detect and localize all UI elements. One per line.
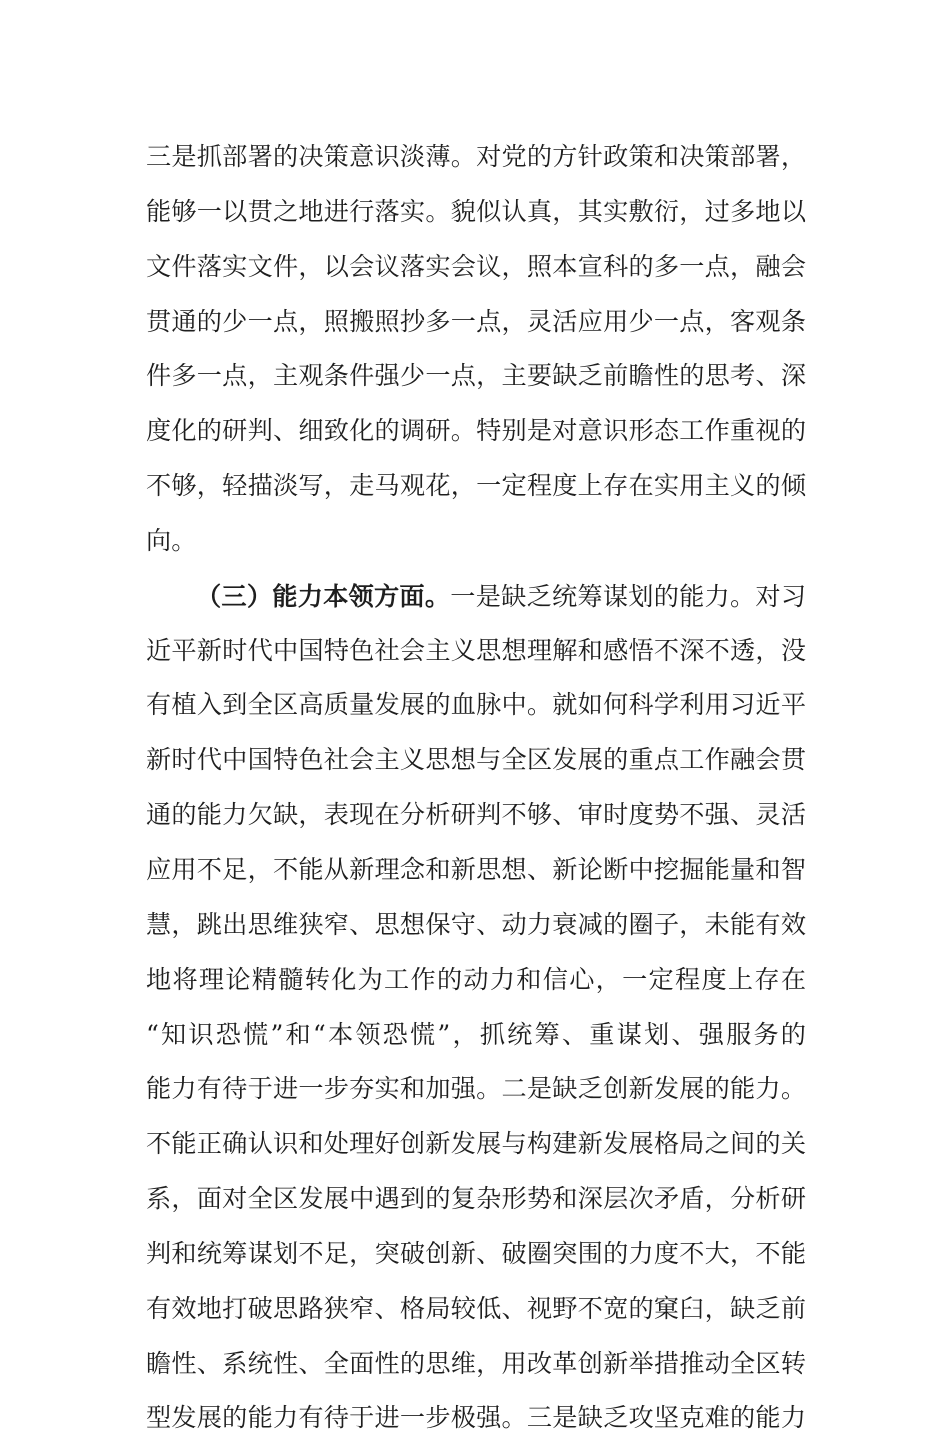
text-line: 系，面对全区发展中遇到的复杂形势和深层次矛盾，分析研 <box>146 1184 806 1214</box>
text-line: 不能正确认识和处理好创新发展与构建新发展格局之间的关 <box>146 1129 806 1159</box>
text-line: 度化的研判、细致化的调研。特别是对意识形态工作重视的 <box>146 416 806 446</box>
text-line: 不够，轻描淡写，走马观花，一定程度上存在实用主义的倾 <box>146 471 806 501</box>
text-line: 判和统筹谋划不足，突破创新、破圈突围的力度不大，不能 <box>146 1238 806 1268</box>
text-line: 贯通的少一点，照搬照抄多一点，灵活应用少一点，客观条 <box>146 306 806 336</box>
text-line: 能够一以贯之地进行落实。貌似认真，其实敷衍，过多地以 <box>146 196 806 226</box>
text-line: 新时代中国特色社会主义思想与全区发展的重点工作融会贯 <box>146 745 806 775</box>
text-line: 型发展的能力有待于进一步极强。三是缺乏攻坚克难的能力 <box>146 1403 806 1433</box>
text-line: 三是抓部署的决策意识淡薄。对党的方针政策和决策部署， <box>146 142 806 171</box>
text-line: 应用不足，不能从新理念和新思想、新论断中挖掘能量和智 <box>146 854 806 884</box>
text-line: 地将理论精髓转化为工作的动力和信心，一定程度上存在 <box>146 964 806 994</box>
section-heading: （三）能力本领方面。 <box>196 580 451 611</box>
text-line: 有效地打破思路狭窄、格局较低、视野不宽的窠臼，缺乏前 <box>146 1293 806 1323</box>
text-run: 一是缺乏统筹谋划的能力。对习 <box>450 581 807 611</box>
body-text <box>146 130 806 1446</box>
paragraph-first-line <box>146 569 806 624</box>
text-line: 向。 <box>146 525 197 555</box>
text-line: 近平新时代中国特色社会主义思想理解和感悟不深不透，没 <box>146 635 806 665</box>
text-line: “知识恐慌”和“本领恐慌”，抓统筹、重谋划、强服务的 <box>146 1019 806 1049</box>
text-line: 能力有待于进一步夯实和加强。二是缺乏创新发展的能力。 <box>146 1074 806 1104</box>
text-line: 文件落实文件，以会议落实会议，照本宣科的多一点，融会 <box>146 251 806 281</box>
text-line: 通的能力欠缺，表现在分析研判不够、审时度势不强、灵活 <box>146 800 806 830</box>
text-line: 瞻性、系统性、全面性的思维，用改革创新举措推动全区转 <box>146 1348 806 1378</box>
text-line: 件多一点，主观条件强少一点，主要缺乏前瞻性的思考、深 <box>146 361 806 391</box>
text-line: 慧，跳出思维狭窄、思想保守、动力衰减的圈子，未能有效 <box>146 909 806 939</box>
text-line: 有植入到全区高质量发展的血脉中。就如何科学利用习近平 <box>146 690 806 720</box>
